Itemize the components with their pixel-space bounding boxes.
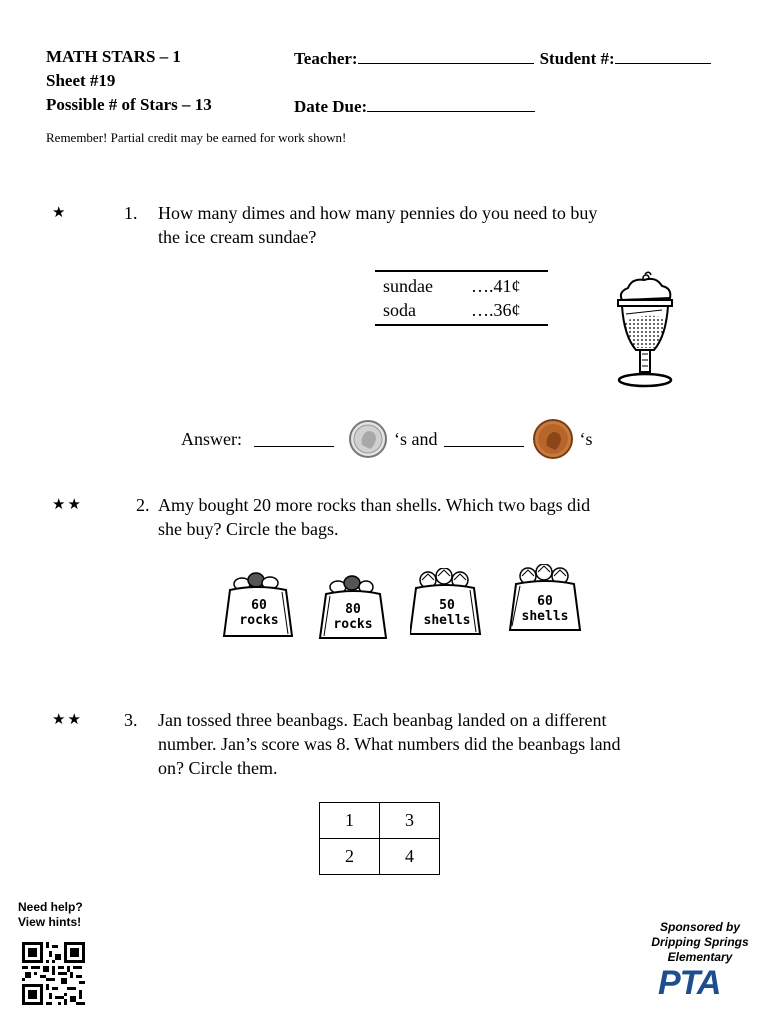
bag-60-shells[interactable] [508,564,582,636]
price-item: soda [383,300,416,320]
grid-cell-1[interactable]: 1 [320,803,380,839]
teacher-label: Teacher: [294,49,358,68]
grid-cell-2[interactable]: 2 [320,839,380,875]
partial-credit-note: Remember! Partial credit may be earned for work shown! [46,130,347,145]
date-label: Date Due: [294,97,368,116]
help-text [18,900,83,930]
q1-text-line1: How many dimes and how many pennies do you need to buy [158,203,598,223]
beanbag-grid [319,802,440,875]
price-item: sundae [383,276,433,296]
answer-mid: ‘s and [394,429,438,449]
q3-text-line3: on? Circle them. [158,758,278,778]
bag-number: 60 [251,598,267,613]
sponsor-line2: Dripping Springs [651,935,749,949]
bag-50-shells[interactable] [410,568,484,640]
sponsor-line1: Sponsored by [659,920,740,934]
date-blank[interactable] [367,97,535,112]
price-table [375,270,548,326]
q2-text-line2: she buy? Circle the bags. [158,519,339,539]
q2-number: 2. [136,495,150,515]
grid-cell-3[interactable]: 3 [380,803,440,839]
pta-logo: PTA [658,964,721,1002]
sundae-icon [612,270,678,392]
grid-cell-4[interactable]: 4 [380,839,440,875]
q1-stars: ★ [52,205,68,221]
bag-kind: rocks [333,617,373,632]
bag-kind: shells [423,613,471,628]
worksheet-title: MATH STARS – 1 [46,47,181,66]
help-line2: View hints! [18,915,82,929]
pennies-blank[interactable] [444,432,524,447]
bag-kind: rocks [239,613,279,628]
possible-stars: Possible # of Stars – 13 [46,95,212,114]
student-blank[interactable] [615,49,711,64]
q3-stars: ★★ [52,712,83,728]
date-field [294,97,535,117]
q3-text-line1: Jan tossed three beanbags. Each beanbag landed on a different [158,710,607,730]
price-value: ….41¢ [471,276,521,296]
bag-number: 80 [345,602,361,617]
penny-icon [532,418,574,460]
price-row [375,298,548,322]
q1-text-line2: the ice cream sundae? [158,227,317,247]
answer-end: ‘s [579,429,593,449]
dime-icon [348,419,388,459]
q2-text-line1: Amy bought 20 more rocks than shells. Which two bags did [158,495,591,515]
bag-kind: shells [521,609,569,624]
answer-label: Answer: [181,429,242,449]
q1-answer [181,418,593,460]
price-row [375,274,548,298]
sheet-number: Sheet #19 [46,71,116,90]
dimes-blank[interactable] [254,432,334,447]
sponsor-text [640,920,760,965]
bag-number: 60 [537,594,553,609]
student-label: Student #: [539,49,615,68]
q3-number: 3. [124,710,138,730]
q2-stars: ★★ [52,497,83,513]
teacher-blank[interactable] [358,49,534,64]
q3-text-line2: number. Jan’s score was 8. What numbers did the beanbags land [158,734,621,754]
help-line1: Need help? [18,900,83,914]
price-value: ….36¢ [471,300,521,320]
sponsor-line3: Elementary [667,950,733,964]
bag-60-rocks[interactable] [222,570,296,642]
bag-80-rocks[interactable] [316,574,390,646]
bag-number: 50 [439,598,455,613]
q1-number: 1. [124,203,138,223]
teacher-field [294,49,711,69]
qr-code-icon[interactable] [22,942,85,1005]
